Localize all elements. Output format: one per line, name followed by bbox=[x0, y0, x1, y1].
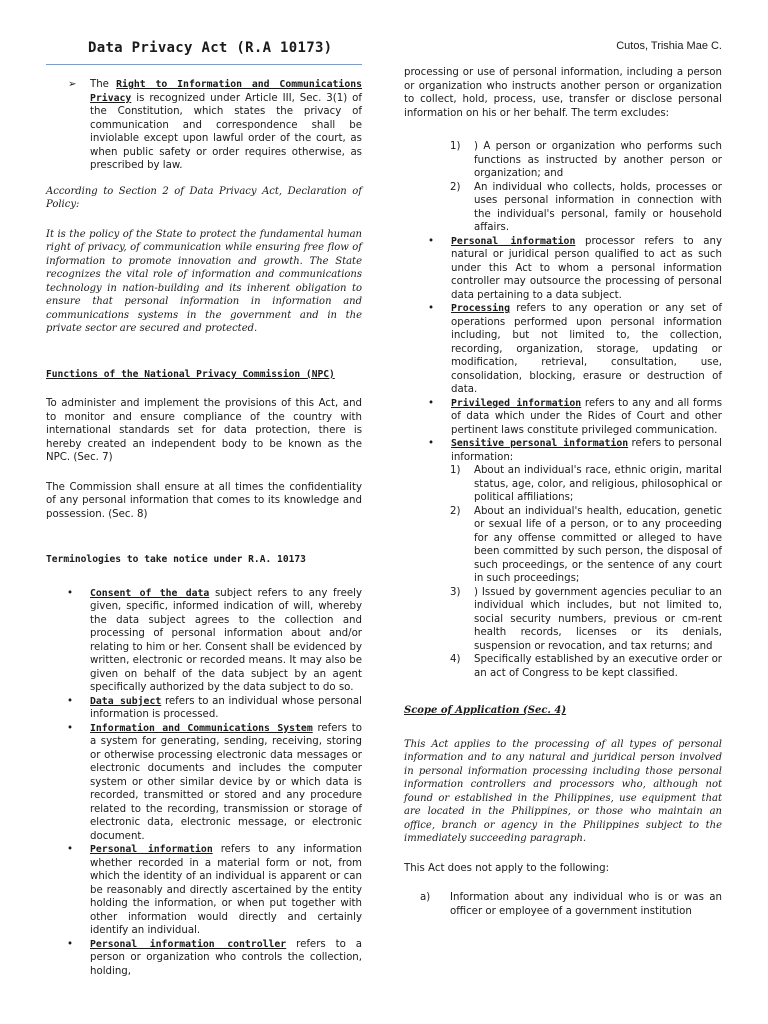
term-label: Privileged information bbox=[451, 397, 582, 409]
scope-text: This Act applies to the processing of all types of personal information and to any natural and juridical person involved in personal information processing including those personal information controllers and processors who, although not found or established in the Philippines, use equipment that are located in the Philippines, or those who maintain an office, branch or agency in the Philippines subject to the immediately succeeding paragraph. bbox=[404, 738, 722, 844]
title-underline bbox=[46, 64, 362, 65]
list-number: 1) bbox=[450, 141, 461, 152]
term-text: processor refers to any natural or juridical person qualified to act as such under this Act to whom a personal information controller may outsource the processing of personal data pertaining to a data subject. bbox=[451, 235, 722, 301]
list-item bbox=[404, 437, 722, 464]
according-text: According to Section 2 of Data Privacy Act, Declaration of Policy: bbox=[46, 185, 362, 210]
bullet-icon: • bbox=[428, 438, 435, 449]
bullet-icon: • bbox=[67, 844, 74, 855]
bullet-icon: • bbox=[428, 397, 435, 409]
term-text: refers to personal information: bbox=[451, 438, 722, 463]
page-title: Data Privacy Act (R.A 10173) bbox=[88, 40, 333, 56]
author-name: Cutos, Trishia Mae C. bbox=[616, 40, 722, 52]
intro-term: Right to Information and Communications Privacy bbox=[90, 79, 363, 104]
list-text: ) A person or organization who performs such functions as instructed by another person or organization; and bbox=[474, 141, 722, 179]
list-item bbox=[46, 695, 362, 722]
scope-heading: Scope of Application (Sec. 4) bbox=[404, 705, 567, 716]
list-item bbox=[46, 587, 362, 695]
bullet-icon: • bbox=[67, 695, 74, 707]
term-text: subject refers to any freely given, specific, informed indication of will, whereby the data subject agrees to the collection and processing of personal information about and/or relating to him or her. Consent shall be evidenced by written, electronic or recorded means. It may also be given on behalf of the data subject by an agent specifically authorized by the data subject to do so. bbox=[90, 587, 362, 693]
term-label: Personal information controller bbox=[90, 938, 287, 950]
list-item bbox=[46, 843, 362, 938]
list-item bbox=[404, 302, 722, 397]
list-item bbox=[404, 505, 722, 586]
list-number: 3) bbox=[450, 586, 461, 598]
term-label: Personal information bbox=[90, 844, 213, 855]
terms-heading: Terminologies to take notice under R.A. 10173 bbox=[46, 554, 306, 565]
bullet-icon: • bbox=[428, 235, 435, 247]
list-text: About an individual's health, education, genetic or sexual life of a person, or to any proceeding for any offense committed or alleged to have been committed by such person, the disposal of such proceedings, or the sentence of any court in such proceedings; bbox=[474, 505, 722, 584]
list-number: 2) bbox=[450, 505, 461, 517]
term-label: Data subject bbox=[90, 695, 162, 707]
list-item bbox=[404, 397, 722, 438]
list-item bbox=[404, 235, 722, 303]
intro-item bbox=[46, 78, 362, 173]
list-letter: a) bbox=[420, 892, 431, 903]
npc-paragraph-1: To administer and implement the provisions of this Act, and to monitor and ensure compliance of the country with international standards set for data protection, there is hereby created an independent body to be known as the NPC. (Sec. 7) bbox=[46, 398, 362, 463]
list-item bbox=[46, 722, 362, 844]
list-item bbox=[46, 938, 362, 979]
list-text: About an individual's race, ethnic origin, marital status, age, color, and religious, philosophical or political affiliations; bbox=[474, 465, 722, 503]
list-text: Specifically established by an executive order or an act of Congress to be kept classified. bbox=[474, 654, 722, 679]
term-text: refers to any and all forms of data which under the Rides of Court and other pertinent laws constitute privileged communication. bbox=[451, 397, 722, 436]
arrow-bullet-icon: ➢ bbox=[68, 79, 77, 90]
list-item bbox=[404, 586, 722, 654]
term-label: Information and Communications System bbox=[90, 722, 313, 734]
list-number: 1) bbox=[450, 465, 461, 476]
term-text: refers to any information whether recorded in a material form or not, from which the identity of an individual is apparent or can be reasonably and directly ascertained by the entity holding the information, or when put together with other information would directly and certainly identify an individual. bbox=[90, 844, 362, 936]
bullet-icon: • bbox=[428, 303, 435, 314]
term-label: Personal information bbox=[451, 235, 576, 247]
term-label: Consent of the data bbox=[90, 587, 210, 599]
term-label: Sensitive personal information bbox=[451, 438, 629, 449]
list-number: 4) bbox=[450, 654, 461, 665]
intro-post: is recognized under Article III, Sec. 3(1) of the Constitution, which states the privacy of communication and correspondence shall be inviolable except upon lawful order of the court, as when public safety or order requires otherwise, as prescribed by law. bbox=[90, 92, 362, 171]
intro-pre: The bbox=[90, 79, 117, 90]
bullet-icon: • bbox=[67, 722, 74, 734]
bullet-icon: • bbox=[67, 938, 74, 950]
policy-text: It is the policy of the State to protect the fundamental human right of privacy, of communication while ensuring free flow of information to promote innovation and growth. The State recognizes the vital role of information and communications technology in nation-building and its inherent obligation to ensure that personal information in information and communications systems in the government and in the private sector are secured and protected. bbox=[46, 228, 362, 334]
term-text: refers to a system for generating, sending, receiving, storing or otherwise processing electronic data messages or electronic documents and includes the computer system or other similar device by or which data is recorded, transmitted or stored and any procedure related to the recording, transmission or storage of electronic data, electronic message, or electronic document. bbox=[90, 722, 362, 842]
continued-text: processing or use of personal information, including a person or organization who instructs another person or organization to collect, hold, process, use, transfer or disclose personal information on his or her behalf. The term excludes: bbox=[404, 67, 722, 119]
list-text: ) Issued by government agencies peculiar to an individual which includes, but not limited to, social security numbers, previous or cm-rent health records, licenses or its denials, suspension or revocation, and tax returns; and bbox=[474, 586, 722, 652]
right-column bbox=[404, 66, 722, 918]
term-label: Processing bbox=[451, 303, 510, 314]
list-text: Information about any individual who is or was an officer or employee of a government institution bbox=[450, 892, 722, 917]
term-text: refers to any operation or any set of operations performed upon personal information including, but not limited to, the collection, recording, organization, storage, updating or modification, retrieval, consultation, use, consolidation, blocking, erasure or destruction of data. bbox=[451, 303, 722, 395]
list-item bbox=[404, 181, 722, 235]
list-item bbox=[404, 891, 722, 918]
list-text: An individual who collects, holds, processes or uses personal information in connection with the individual's personal, family or household affairs. bbox=[474, 181, 722, 233]
not-apply-text: This Act does not apply to the following: bbox=[404, 862, 610, 874]
list-number: 2) bbox=[450, 181, 461, 193]
npc-paragraph-2: The Commission shall ensure at all times the confidentiality of any personal information that comes to its knowledge and possession. (Sec. 8) bbox=[46, 481, 362, 520]
list-item bbox=[404, 653, 722, 680]
left-column bbox=[46, 78, 362, 978]
list-item bbox=[404, 140, 722, 181]
npc-heading: Functions of the National Privacy Commission (NPC) bbox=[46, 368, 335, 380]
term-text: refers to an individual whose personal information is processed. bbox=[90, 695, 362, 720]
list-item bbox=[404, 464, 722, 505]
bullet-icon: • bbox=[67, 587, 74, 599]
term-text: refers to a person or organization who controls the collection, holding, bbox=[90, 938, 362, 977]
